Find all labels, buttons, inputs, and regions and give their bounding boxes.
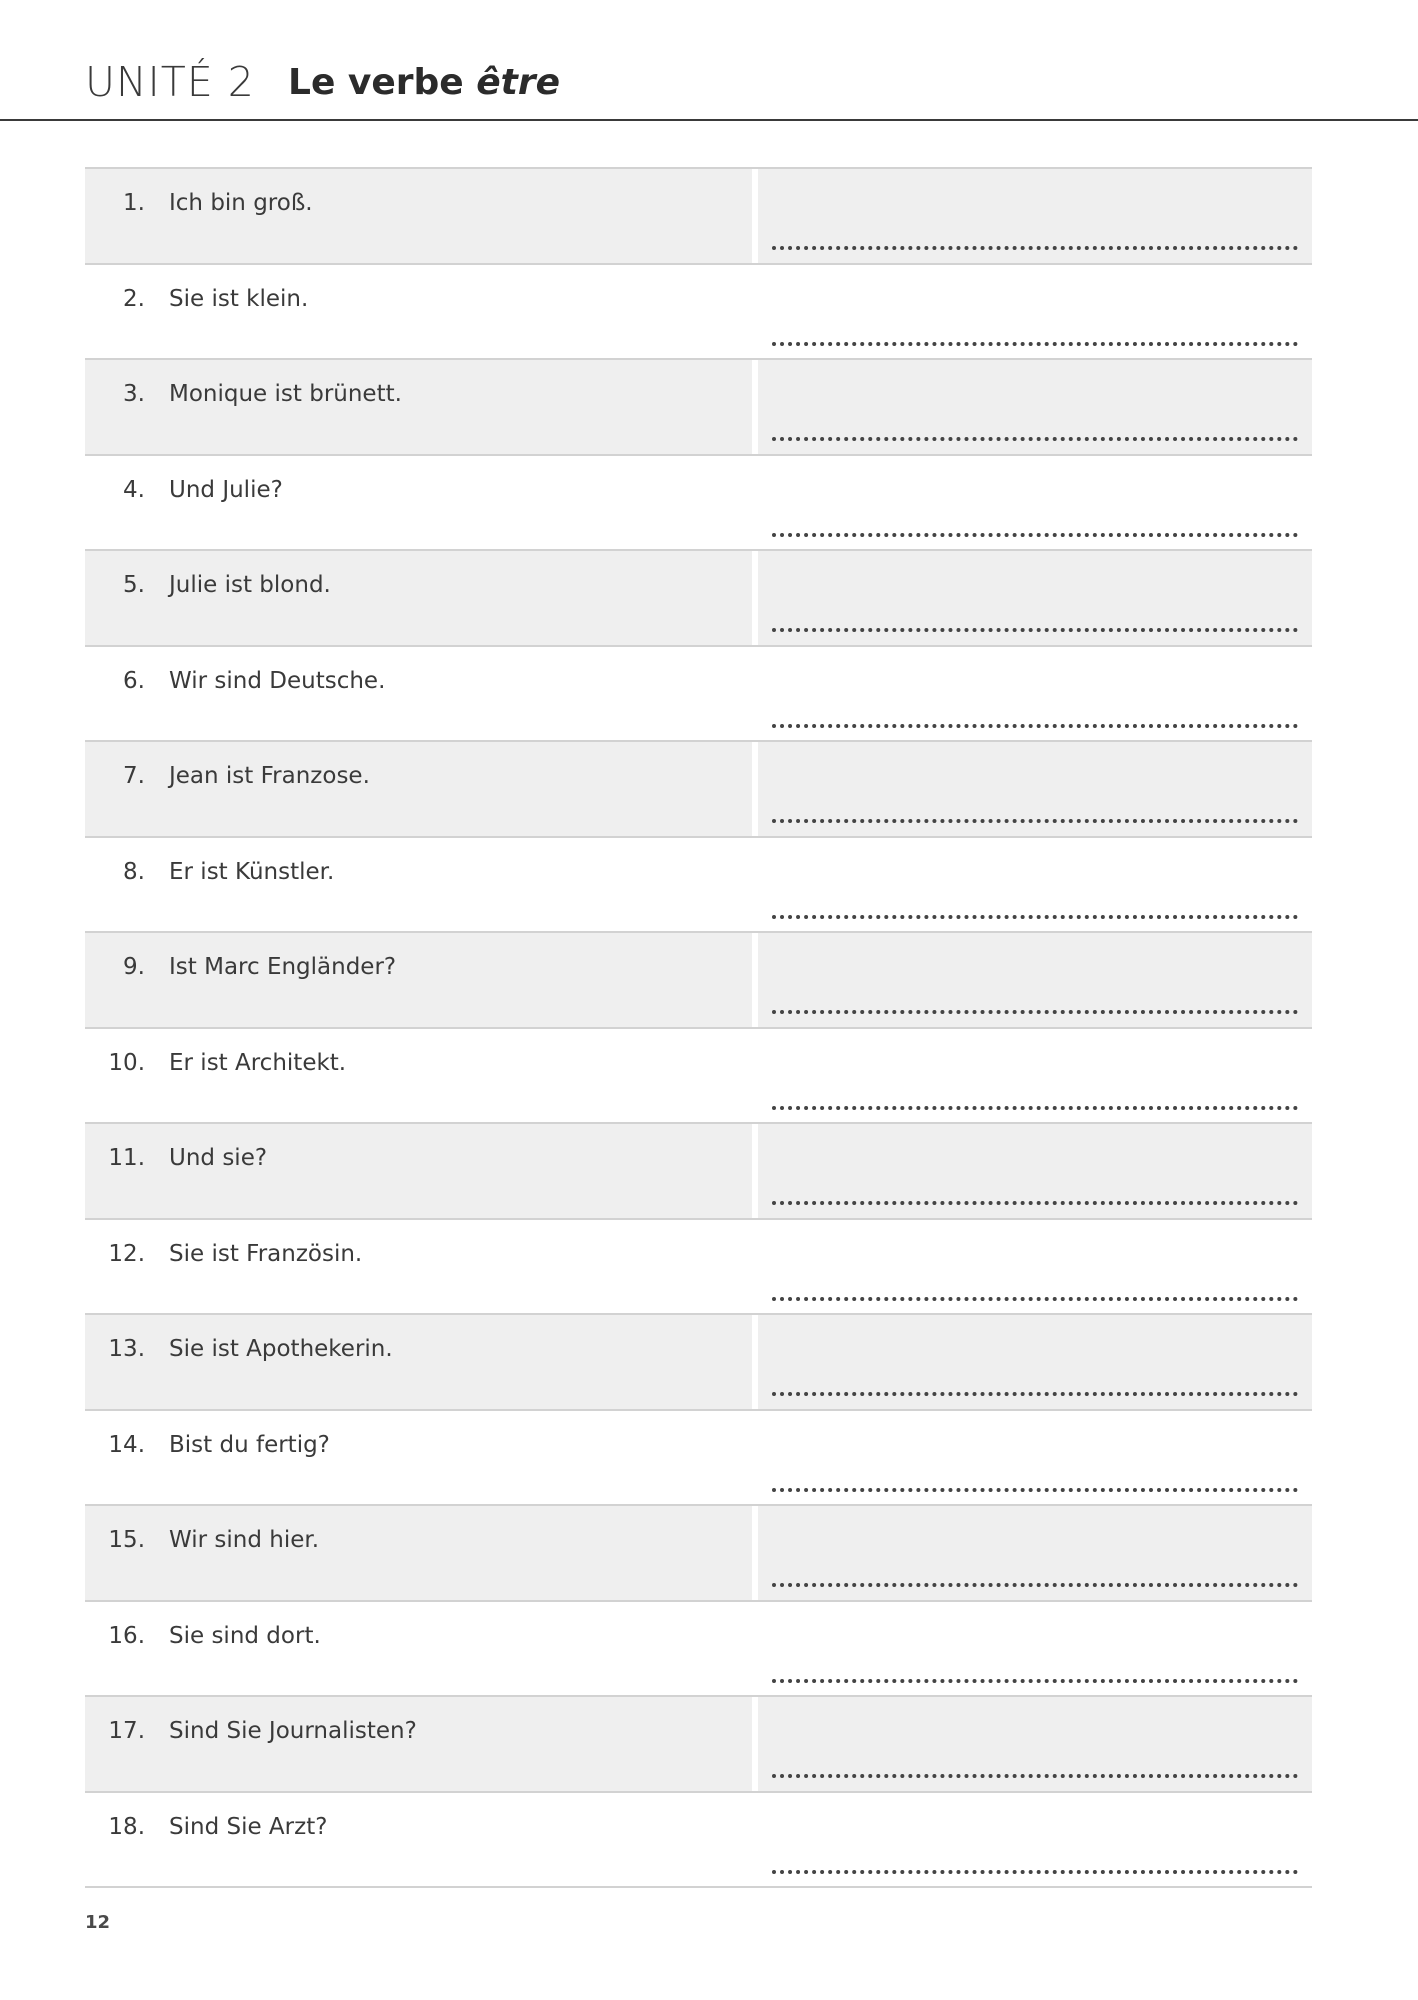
exercise-row — [85, 358, 1312, 454]
prompt-cell — [85, 1602, 752, 1696]
item-number: 9. — [123, 954, 145, 980]
exercise-row — [85, 1313, 1312, 1409]
answer-line[interactable] — [772, 915, 1298, 919]
exercise-row — [85, 1122, 1312, 1218]
answer-line[interactable] — [772, 1297, 1298, 1301]
prompt-sentence: Ich bin groß. — [169, 190, 313, 216]
prompt-sentence: Jean ist Franzose. — [169, 763, 370, 789]
prompt-cell — [85, 1506, 752, 1600]
item-number: 5. — [123, 572, 145, 598]
answer-cell[interactable] — [758, 1602, 1312, 1696]
exercise-row — [85, 1695, 1312, 1791]
exercise-row — [85, 167, 1312, 263]
answer-line[interactable] — [772, 628, 1298, 632]
prompt-cell — [85, 1220, 752, 1314]
prompt-cell — [85, 1029, 752, 1123]
prompt-cell — [85, 1124, 752, 1218]
prompt-cell — [85, 456, 752, 550]
answer-line[interactable] — [772, 1201, 1298, 1205]
item-number: 4. — [123, 476, 145, 503]
item-number: 16. — [108, 1622, 145, 1649]
prompt-cell — [85, 1411, 752, 1505]
unit-title-plain: Le verbe — [288, 62, 477, 103]
prompt-sentence: Und sie? — [169, 1145, 268, 1171]
prompt-cell — [85, 742, 752, 836]
answer-cell[interactable] — [758, 551, 1312, 645]
item-number: 12. — [108, 1240, 145, 1267]
exercise-row — [85, 1504, 1312, 1600]
prompt-sentence: Er ist Künstler. — [169, 858, 335, 885]
exercise-row — [85, 931, 1312, 1027]
prompt-cell — [85, 265, 752, 359]
answer-cell[interactable] — [758, 1315, 1312, 1409]
item-number: 15. — [108, 1527, 145, 1553]
prompt-sentence: Julie ist blond. — [169, 572, 331, 598]
prompt-cell — [85, 360, 752, 454]
prompt-sentence: Wir sind hier. — [169, 1527, 320, 1553]
answer-cell[interactable] — [758, 1220, 1312, 1314]
answer-cell[interactable] — [758, 838, 1312, 932]
exercise-row — [85, 263, 1312, 359]
exercise-row — [85, 1409, 1312, 1505]
prompt-cell — [85, 551, 752, 645]
answer-cell[interactable] — [758, 1029, 1312, 1123]
prompt-sentence: Bist du fertig? — [169, 1431, 330, 1458]
prompt-cell — [85, 933, 752, 1027]
unit-label: UNITÉ 2 — [85, 58, 255, 106]
prompt-sentence: Wir sind Deutsche. — [169, 667, 386, 694]
answer-cell[interactable] — [758, 360, 1312, 454]
prompt-sentence: Ist Marc Engländer? — [169, 954, 397, 980]
prompt-cell — [85, 838, 752, 932]
item-number: 18. — [108, 1813, 145, 1840]
item-number: 17. — [108, 1718, 145, 1744]
exercise-row — [85, 454, 1312, 550]
item-number: 7. — [123, 763, 145, 789]
answer-line[interactable] — [772, 533, 1298, 537]
answer-cell[interactable] — [758, 742, 1312, 836]
answer-cell[interactable] — [758, 456, 1312, 550]
item-number: 8. — [123, 858, 145, 885]
prompt-cell — [85, 169, 752, 263]
exercise-row — [85, 1218, 1312, 1314]
answer-line[interactable] — [772, 1774, 1298, 1778]
prompt-cell — [85, 647, 752, 741]
answer-cell[interactable] — [758, 169, 1312, 263]
answer-line[interactable] — [772, 1679, 1298, 1683]
answer-line[interactable] — [772, 1392, 1298, 1396]
item-number: 6. — [123, 667, 145, 694]
answer-line[interactable] — [772, 1106, 1298, 1110]
answer-line[interactable] — [772, 1010, 1298, 1014]
prompt-sentence: Sie ist Französin. — [169, 1240, 363, 1267]
prompt-sentence: Sie ist Apothekerin. — [169, 1336, 393, 1362]
item-number: 3. — [123, 381, 145, 407]
exercise-row — [85, 1791, 1312, 1889]
answer-cell[interactable] — [758, 1793, 1312, 1887]
exercise-row — [85, 836, 1312, 932]
unit-title-italic: être — [476, 62, 561, 103]
exercise-row — [85, 549, 1312, 645]
prompt-sentence: Sie sind dort. — [169, 1622, 321, 1649]
item-number: 13. — [108, 1336, 145, 1362]
page-number: 12 — [85, 1912, 111, 1933]
prompt-sentence: Sind Sie Journalisten? — [169, 1718, 417, 1744]
answer-line[interactable] — [772, 724, 1298, 728]
item-number: 2. — [123, 285, 145, 312]
answer-cell[interactable] — [758, 265, 1312, 359]
prompt-sentence: Sind Sie Arzt? — [169, 1813, 328, 1840]
translation-exercise — [85, 167, 1312, 1888]
prompt-sentence: Monique ist brünett. — [169, 381, 402, 407]
exercise-row — [85, 1027, 1312, 1123]
answer-line[interactable] — [772, 819, 1298, 823]
exercise-row — [85, 1600, 1312, 1696]
prompt-cell — [85, 1697, 752, 1791]
page-header — [0, 0, 1418, 121]
answer-line[interactable] — [772, 246, 1298, 250]
prompt-cell — [85, 1793, 752, 1887]
answer-line[interactable] — [772, 342, 1298, 346]
answer-cell[interactable] — [758, 1411, 1312, 1505]
item-number: 1. — [123, 190, 145, 216]
answer-line[interactable] — [772, 1870, 1298, 1874]
item-number: 11. — [108, 1145, 145, 1171]
answer-cell[interactable] — [758, 1124, 1312, 1218]
unit-title — [288, 62, 560, 103]
answer-line[interactable] — [772, 1583, 1298, 1587]
answer-cell[interactable] — [758, 1506, 1312, 1600]
answer-line[interactable] — [772, 1488, 1298, 1492]
answer-cell[interactable] — [758, 933, 1312, 1027]
prompt-cell — [85, 1315, 752, 1409]
exercise-row — [85, 740, 1312, 836]
prompt-sentence: Er ist Architekt. — [169, 1049, 347, 1076]
item-number: 14. — [108, 1431, 145, 1458]
answer-line[interactable] — [772, 437, 1298, 441]
exercise-row — [85, 645, 1312, 741]
answer-cell[interactable] — [758, 1697, 1312, 1791]
answer-cell[interactable] — [758, 647, 1312, 741]
prompt-sentence: Sie ist klein. — [169, 285, 309, 312]
prompt-sentence: Und Julie? — [169, 476, 283, 503]
item-number: 10. — [108, 1049, 145, 1076]
